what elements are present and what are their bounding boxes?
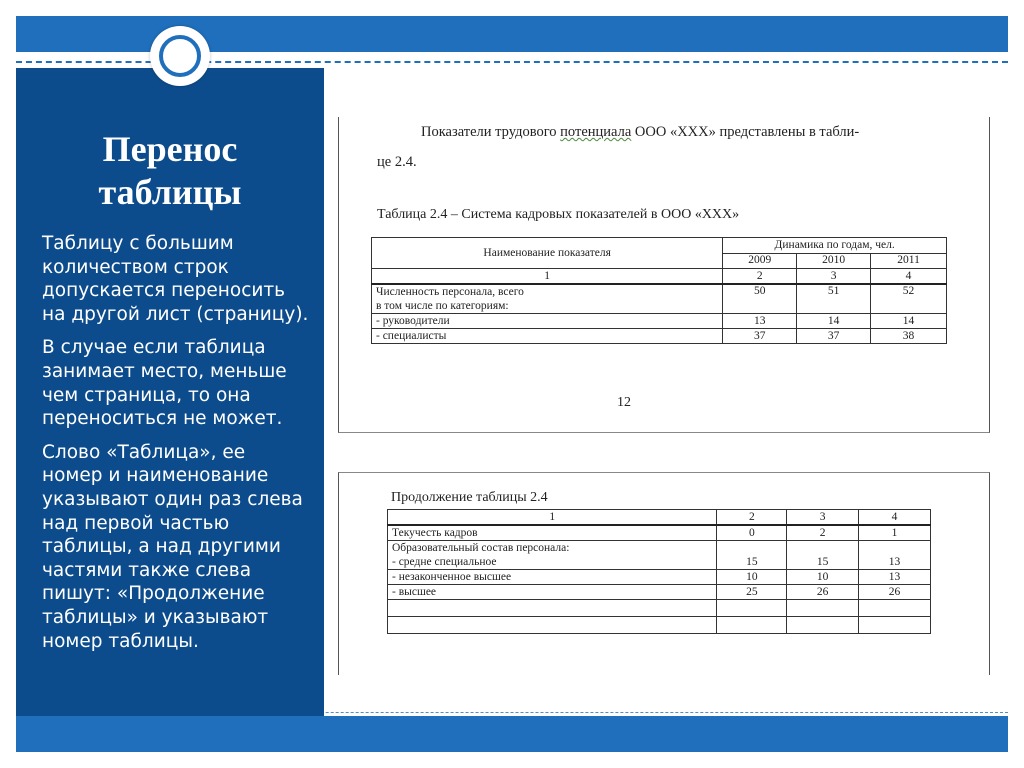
- header-name: Наименование показателя: [372, 238, 723, 269]
- row-value: 10: [717, 570, 787, 585]
- row-value: 14: [871, 314, 947, 329]
- row-value: 13: [723, 314, 797, 329]
- empty-cell: [859, 600, 931, 617]
- column-number: 2: [723, 269, 797, 285]
- document-continuation-excerpt: [338, 472, 990, 675]
- empty-cell: [859, 617, 931, 634]
- header-year: 2010: [797, 253, 871, 269]
- row-value: 51: [797, 284, 871, 314]
- circle-ornament-icon: [150, 26, 210, 86]
- empty-cell: [717, 617, 787, 634]
- continuation-caption: Продолжение таблицы 2.4: [391, 490, 548, 505]
- row-label: Численность персонала, всего: [372, 284, 723, 299]
- intro-line-1: Показатели трудового потенциала ООО «ХХХ» представлены в табли-: [421, 124, 860, 140]
- header-dynamics: Динамика по годам, чел.: [723, 238, 947, 254]
- table-caption: Таблица 2.4 – Система кадровых показателей в ООО «ХХХ»: [377, 207, 740, 222]
- row-value: 26: [859, 585, 931, 600]
- column-number: 1: [388, 510, 717, 526]
- row-label: - средне специальное: [388, 555, 717, 570]
- row-label: - высшее: [388, 585, 717, 600]
- bottom-band: [16, 716, 1008, 752]
- row-value: 37: [723, 329, 797, 344]
- slide-title: [16, 128, 324, 214]
- slide-body: [42, 232, 310, 663]
- header-year: 2009: [723, 253, 797, 269]
- row-value: 15: [717, 541, 787, 570]
- row-value: 2: [787, 525, 859, 541]
- title-line-1: Перенос: [102, 129, 238, 169]
- circle-ring: [159, 35, 201, 77]
- paragraph-1: Таблицу с большим количеством строк допускается переносить на другой лист (страницу).: [42, 233, 309, 325]
- row-value: 13: [859, 570, 931, 585]
- column-number: 4: [859, 510, 931, 526]
- row-value: 50: [723, 284, 797, 314]
- row-value: 52: [871, 284, 947, 314]
- empty-cell: [787, 600, 859, 617]
- row-value: 26: [787, 585, 859, 600]
- intro-line-2: це 2.4.: [377, 154, 417, 170]
- row-value: 14: [797, 314, 871, 329]
- row-value: 25: [717, 585, 787, 600]
- row-label: Образовательный состав персонала:: [388, 541, 717, 556]
- empty-row-label: [388, 617, 717, 634]
- column-number: 3: [797, 269, 871, 285]
- row-label: Текучесть кадров: [388, 525, 717, 541]
- row-value: 1: [859, 525, 931, 541]
- row-value: 38: [871, 329, 947, 344]
- empty-cell: [717, 600, 787, 617]
- page-number: 12: [617, 395, 631, 410]
- header-year: 2011: [871, 253, 947, 269]
- column-number: 4: [871, 269, 947, 285]
- row-value: 15: [787, 541, 859, 570]
- spellcheck-underlined-word: потенциала: [560, 124, 632, 140]
- row-label: - специалисты: [372, 329, 723, 344]
- column-number: 1: [372, 269, 723, 285]
- paragraph-3: Слово «Таблица», ее номер и наименование указывают один раз слева над первой частью таблицы, а над другими частями также слева пишут: «Продолжение таблицы» и указывают номер таблицы.: [42, 441, 303, 652]
- row-value: 37: [797, 329, 871, 344]
- column-number: 3: [787, 510, 859, 526]
- column-number: 2: [717, 510, 787, 526]
- empty-row-label: [388, 600, 717, 617]
- row-value: 0: [717, 525, 787, 541]
- document-page-excerpt: [338, 117, 990, 433]
- title-line-2: таблицы: [98, 172, 242, 212]
- row-value: 10: [787, 570, 859, 585]
- row-label: - руководители: [372, 314, 723, 329]
- row-value: 13: [859, 541, 931, 570]
- paragraph-2: В случае если таблица занимает место, меньше чем страница, то она переноситься не может.: [42, 337, 287, 430]
- empty-cell: [787, 617, 859, 634]
- row-label: - незаконченное высшее: [388, 570, 717, 585]
- row-label: в том числе по категориям:: [372, 299, 723, 314]
- continuation-table: [387, 509, 931, 634]
- personnel-table: [371, 237, 947, 344]
